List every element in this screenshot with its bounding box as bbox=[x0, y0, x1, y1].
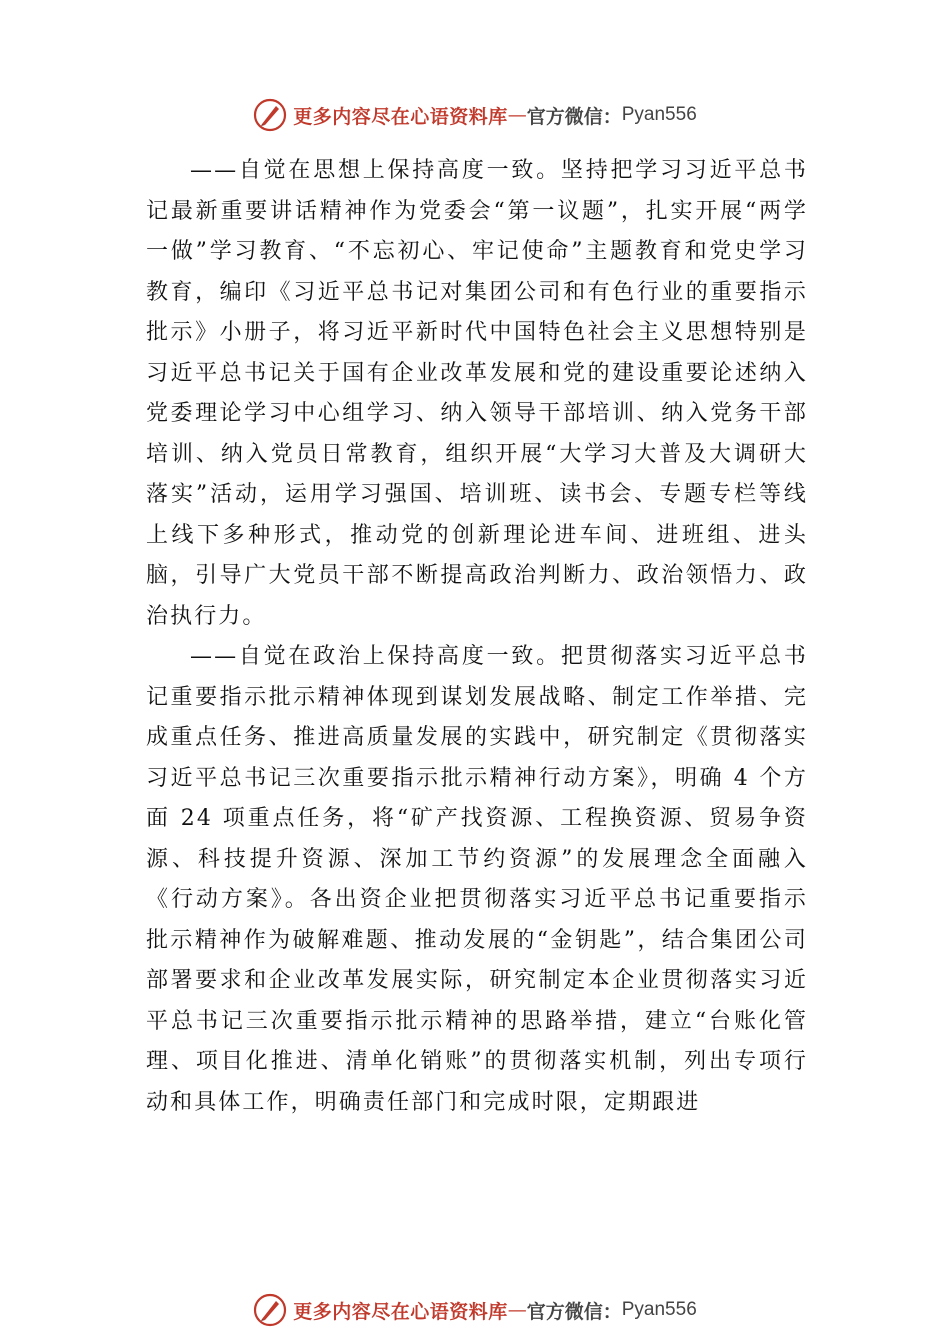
document-body bbox=[146, 151, 808, 1123]
banner-separator: — bbox=[507, 1299, 527, 1321]
banner-wechat-id: Pyan556 bbox=[621, 1299, 697, 1320]
banner-wechat-label: 官方微信： bbox=[526, 105, 622, 128]
banner-separator: — bbox=[507, 104, 527, 126]
header-banner bbox=[0, 95, 950, 135]
quill-pen-seal-icon bbox=[253, 1293, 287, 1327]
banner-wechat-id: Pyan556 bbox=[621, 104, 697, 125]
quill-pen-seal-icon bbox=[253, 98, 287, 132]
footer-banner bbox=[0, 1290, 950, 1330]
paragraph-thought-alignment: ——自觉在思想上保持高度一致。坚持把学习习近平总书记最新重要讲话精神作为党委会“第一议题”，扎实开展“两学一做”学习教育、“不忘初心、牢记使命”主题教育和党史学习教育，编印《习近平总书记对集团公司和有色行业的重要指示批示》小册子，将习近平新时代中国特色社会主义思想特别是习近平总书记关于国有企业改革发展和党的建设重要论述纳入党委理论学习中心组学习、纳入领导干部培训、纳入党务干部培训、纳入党员日常教育，组织开展“大学习大普及大调研大落实”活动，运用学习强国、培训班、读书会、专题专栏等线上线下多种形式，推动党的创新理论进车间、进班组、进头脑，引导广大党员干部不断提高政治判断力、政治领悟力、政治执行力。 bbox=[146, 158, 808, 629]
paragraph-political-alignment: ——自觉在政治上保持高度一致。把贯彻落实习近平总书记重要指示批示精神体现到谋划发展战略、制定工作举措、完成重点任务、推进高质量发展的实践中，研究制定《贯彻落实习近平总书记三次重要指示批示精神行动方案》，明确 4 个方面 24 项重点任务，将“矿产找资源、工程换资源、贸易争资源、科技提升资源、深加工节约资源”的发展理念全面融入《行动方案》。各出资企业把贯彻落实习近平总书记重要指示批示精神作为破解难题、推动发展的“金钥匙”，结合集团公司部署要求和企业改革发展实际，研究制定本企业贯彻落实习近平总书记三次重要指示批示精神的思路举措，建立“台账化管理、项目化推进、清单化销账”的贯彻落实机制，列出专项行动和具体工作，明确责任部门和完成时限，定期跟进 bbox=[146, 644, 808, 1115]
banner-wechat-label: 官方微信： bbox=[526, 1300, 622, 1323]
banner-title: 更多内容尽在心语资料库 bbox=[293, 105, 508, 128]
banner-title: 更多内容尽在心语资料库 bbox=[293, 1300, 508, 1323]
